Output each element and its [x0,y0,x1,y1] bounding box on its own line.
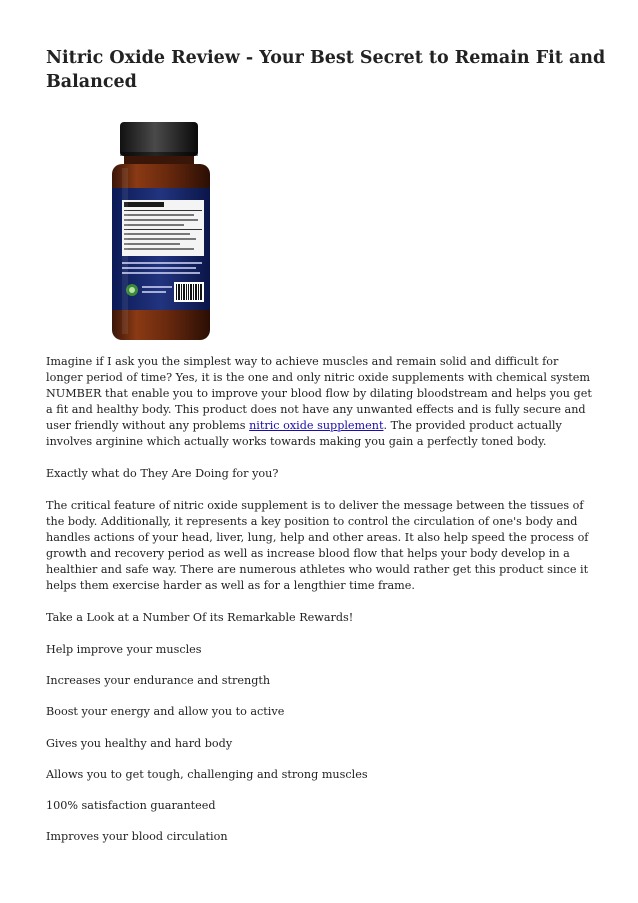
reward-item: Gives you healthy and hard body [46,737,233,750]
reward-item: Boost your energy and allow you to active [46,705,285,718]
article-title: Nitric Oxide Review - Your Best Secret to Remain Fit and Balanced [46,48,606,92]
body-paragraph: The critical feature of nitric oxide supplement is to deliver the message between the tissues of the body. Additionally, it represents a key position to control the circulation of one's body and handles actions of your head, liver, lung, help and other areas. It also help speed the process of growth and recovery period as well as increase blood flow that helps your body develop in a healthier and safe way. There are numerous athletes who would rather get this product since it helps them exercise harder as well as for a lengthier time frame. [46,499,589,592]
supplement-bottle-image [108,118,218,344]
rewards-heading: Take a Look at a Number Of its Remarkable Rewards! [46,611,354,624]
reward-item: Help improve your muscles [46,643,202,656]
supplement-link[interactable]: nitric oxide supplement [249,419,384,432]
question-heading: Exactly what do They Are Doing for you? [46,467,279,480]
reward-item: 100% satisfaction guaranteed [46,799,216,812]
reward-item: Allows you to get tough, challenging and strong muscles [46,768,368,781]
reward-item: Increases your endurance and strength [46,674,271,687]
reward-item: Improves your blood circulation [46,830,228,843]
intro-paragraph: Imagine if I ask you the simplest way to achieve muscles and remain solid and difficult for longer period of time? Yes, it is the one and only nitric oxide supplements with chemical system NUMBER that enable you to improve your blood flow by dilating bloodstream and helps you get a fit and healthy body. This product does not have any unwanted effects and is fully secure and user friendly without any problems nitric oxide supplement. The provided product actually involves arginine which actually works towards making you gain a perfectly toned body. [46,355,592,448]
